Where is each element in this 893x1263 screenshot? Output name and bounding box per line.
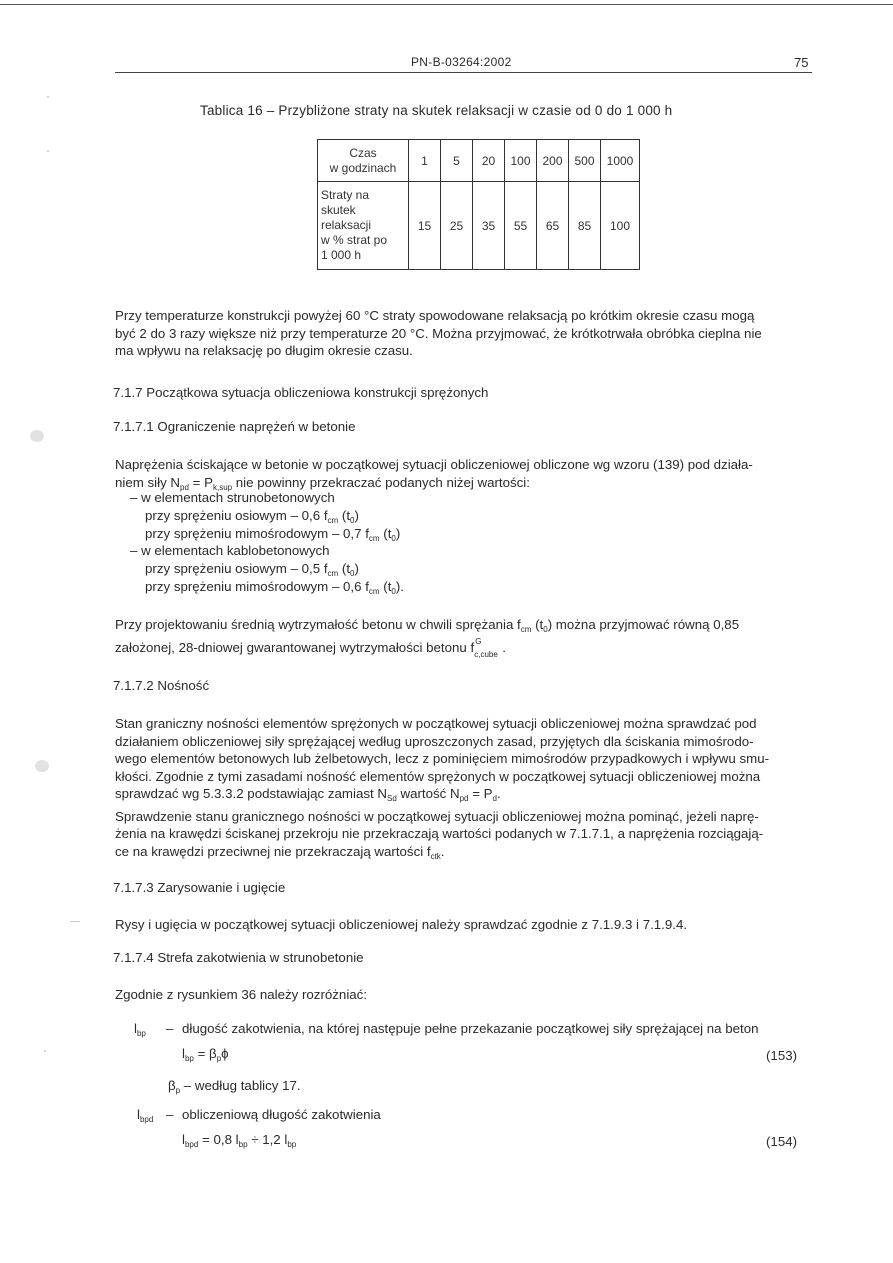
table-cell-loss: 55	[505, 182, 537, 270]
section-7-1-7-3-title: 7.1.7.3 Zarysowanie i ugięcie	[113, 880, 286, 895]
table-row-label: Straty na skutek relaksacji w % strat po 1 000 h	[318, 182, 409, 270]
standard-code: PN-B-03264:2002	[411, 55, 512, 69]
anchorage-intro: Zgodnie z rysunkiem 36 należy rozróżniać:	[115, 987, 368, 1002]
header-rule	[115, 72, 812, 73]
table-cell-loss: 100	[601, 182, 640, 270]
scan-speck	[47, 96, 49, 98]
page-number: 75	[794, 55, 809, 70]
list-item: przy sprężeniu mimośrodowym – 0,7 $f_{cm}$ $(t_0)$	[145, 526, 401, 543]
table-cell-hours: 5	[441, 140, 473, 182]
lbp-definition: długość zakotwienia, na której następuje pełne przekazanie początkowej siły sprężającej na beton	[182, 1021, 759, 1036]
capacity-paragraph: Stan graniczny nośności elementów sprężonych w początkowej sytuacji obliczeniowej można sprawdzać pod działaniem obliczeniowej siły sprężającej według uproszczonych zasad, przyjętych dla ściskania mimośrodo- wego elementów betonowych lub żelbetowych, lecz z pominięciem mimośrodów przypadkowych i wpływu smu- kłości. Zgodnie z tymi zasadami nośność elementów sprężonych w początkowej sytuacji obliczeniowej można sprawdzać wg 5.3.3.2 podstawiając zamiast $N_{Sd}$ wartość $N_{pd} = P_d$. Sprawdzenie stanu granicznego nośności w początkowej sytuacji obliczeniowej można pominąć, jeżeli naprę- żenia na krawędzi ściskanej przekroju nie przekraczają wartości podanych w 7.1.7.1, a naprężenia rozciągają- ce na krawędzi przeciwnej nie przekraczają wartości $f_{ctk}$.	[115, 716, 770, 861]
table-cell-loss: 85	[569, 182, 601, 270]
list-item: – w elementach strunobetonowych	[130, 490, 335, 505]
beta-note: $\beta_p$ – według tablicy 17.	[168, 1078, 301, 1095]
table-cell-loss: 65	[537, 182, 569, 270]
table-cell-loss: 35	[473, 182, 505, 270]
scan-speck	[44, 1050, 46, 1052]
list-item: przy sprężeniu osiowym – 0,5 $f_{cm}$ $(t_0)$	[145, 561, 359, 578]
scan-speck	[70, 921, 80, 922]
table-cell-loss: 15	[409, 182, 441, 270]
table-cell-hours: 20	[473, 140, 505, 182]
list-item: przy sprężeniu osiowym – 0,6 $f_{cm}$ $(t_0)$	[145, 508, 359, 525]
cracking-paragraph: Rysy i ugięcia w początkowej sytuacji obliczeniowej należy sprawdzać zgodnie z 7.1.9.3 i 7.1.9.4.	[115, 917, 688, 932]
section-7-1-7-title: 7.1.7 Początkowa sytuacja obliczeniowa konstrukcji sprężonych	[113, 385, 489, 400]
strength-paragraph: Przy projektowaniu średnią wytrzymałość betonu w chwili sprężania $f_{cm}$ $(t_0)$ można przyjmować równą 0,85 założonej, 28-dniowej gwarantowanej wytrzymałości betonu f G c,cube .	[115, 617, 740, 659]
section-7-1-7-1-title: 7.1.7.1 Ograniczenie naprężeń w betonie	[113, 419, 356, 434]
scan-speck	[35, 760, 49, 772]
table-row-losses	[318, 182, 640, 270]
lbpd-definition: obliczeniową długość zakotwienia	[182, 1107, 381, 1122]
table-cell-hours: 1000	[601, 140, 640, 182]
definition-dash: –	[166, 1107, 174, 1122]
table-16	[317, 139, 640, 270]
table-cell-hours: 500	[569, 140, 601, 182]
table-row-hours	[318, 140, 640, 182]
table-16-caption: Tablica 16 – Przybliżone straty na skutek relaksacji w czasie od 0 do 1 000 h	[200, 103, 673, 118]
definition-dash: –	[166, 1021, 174, 1036]
equation-153: $l_{bp} = \beta_p\phi$	[182, 1046, 229, 1063]
list-item: przy sprężeniu mimośrodowym – 0,6 $f_{cm}$ $(t_0)$.	[145, 579, 404, 596]
table-cell-hours: 200	[537, 140, 569, 182]
table-cell-hours: 1	[409, 140, 441, 182]
table-cell-loss: 25	[441, 182, 473, 270]
section-7-1-7-4-title: 7.1.7.4 Strefa zakotwienia w strunobetonie	[113, 950, 364, 965]
section-7-1-7-2-title: 7.1.7.2 Nośność	[113, 678, 210, 693]
symbol-lbp: $l_{bp}$	[134, 1021, 146, 1038]
equation-153-number: (153)	[766, 1048, 798, 1063]
scan-speck	[47, 150, 49, 152]
page-top-edge	[0, 4, 893, 5]
table-row-label: Czas w godzinach	[318, 140, 409, 182]
scan-speck	[30, 430, 44, 442]
intro-paragraph: Przy temperaturze konstrukcji powyżej 60 °C straty spowodowane relaksacją po krótkim okresie czasu mogą być 2 do 3 razy większe niż przy temperaturze 20 °C. Można przyjmować, że krótkotrwała obróbka cieplna nie ma wpływu na relaksację po długim okresie czasu.	[115, 308, 762, 358]
symbol-lbpd: $l_{bpd}$	[137, 1107, 154, 1124]
table-cell-hours: 100	[505, 140, 537, 182]
list-item: – w elementach kablobetonowych	[130, 543, 330, 558]
equation-154: $l_{bpd} = 0,8$ $l_{bp} \div 1,2$ $l_{bp}$	[182, 1132, 297, 1149]
stress-limit-paragraph: Naprężenia ściskające w betonie w początkowej sytuacji obliczeniowej obliczone wg wzoru (139) pod działa- niem siły $N_{pd} = P_{k,sup}$ nie powinny przekraczać podanych niżej wartości:	[115, 457, 753, 492]
equation-154-number: (154)	[766, 1134, 798, 1149]
